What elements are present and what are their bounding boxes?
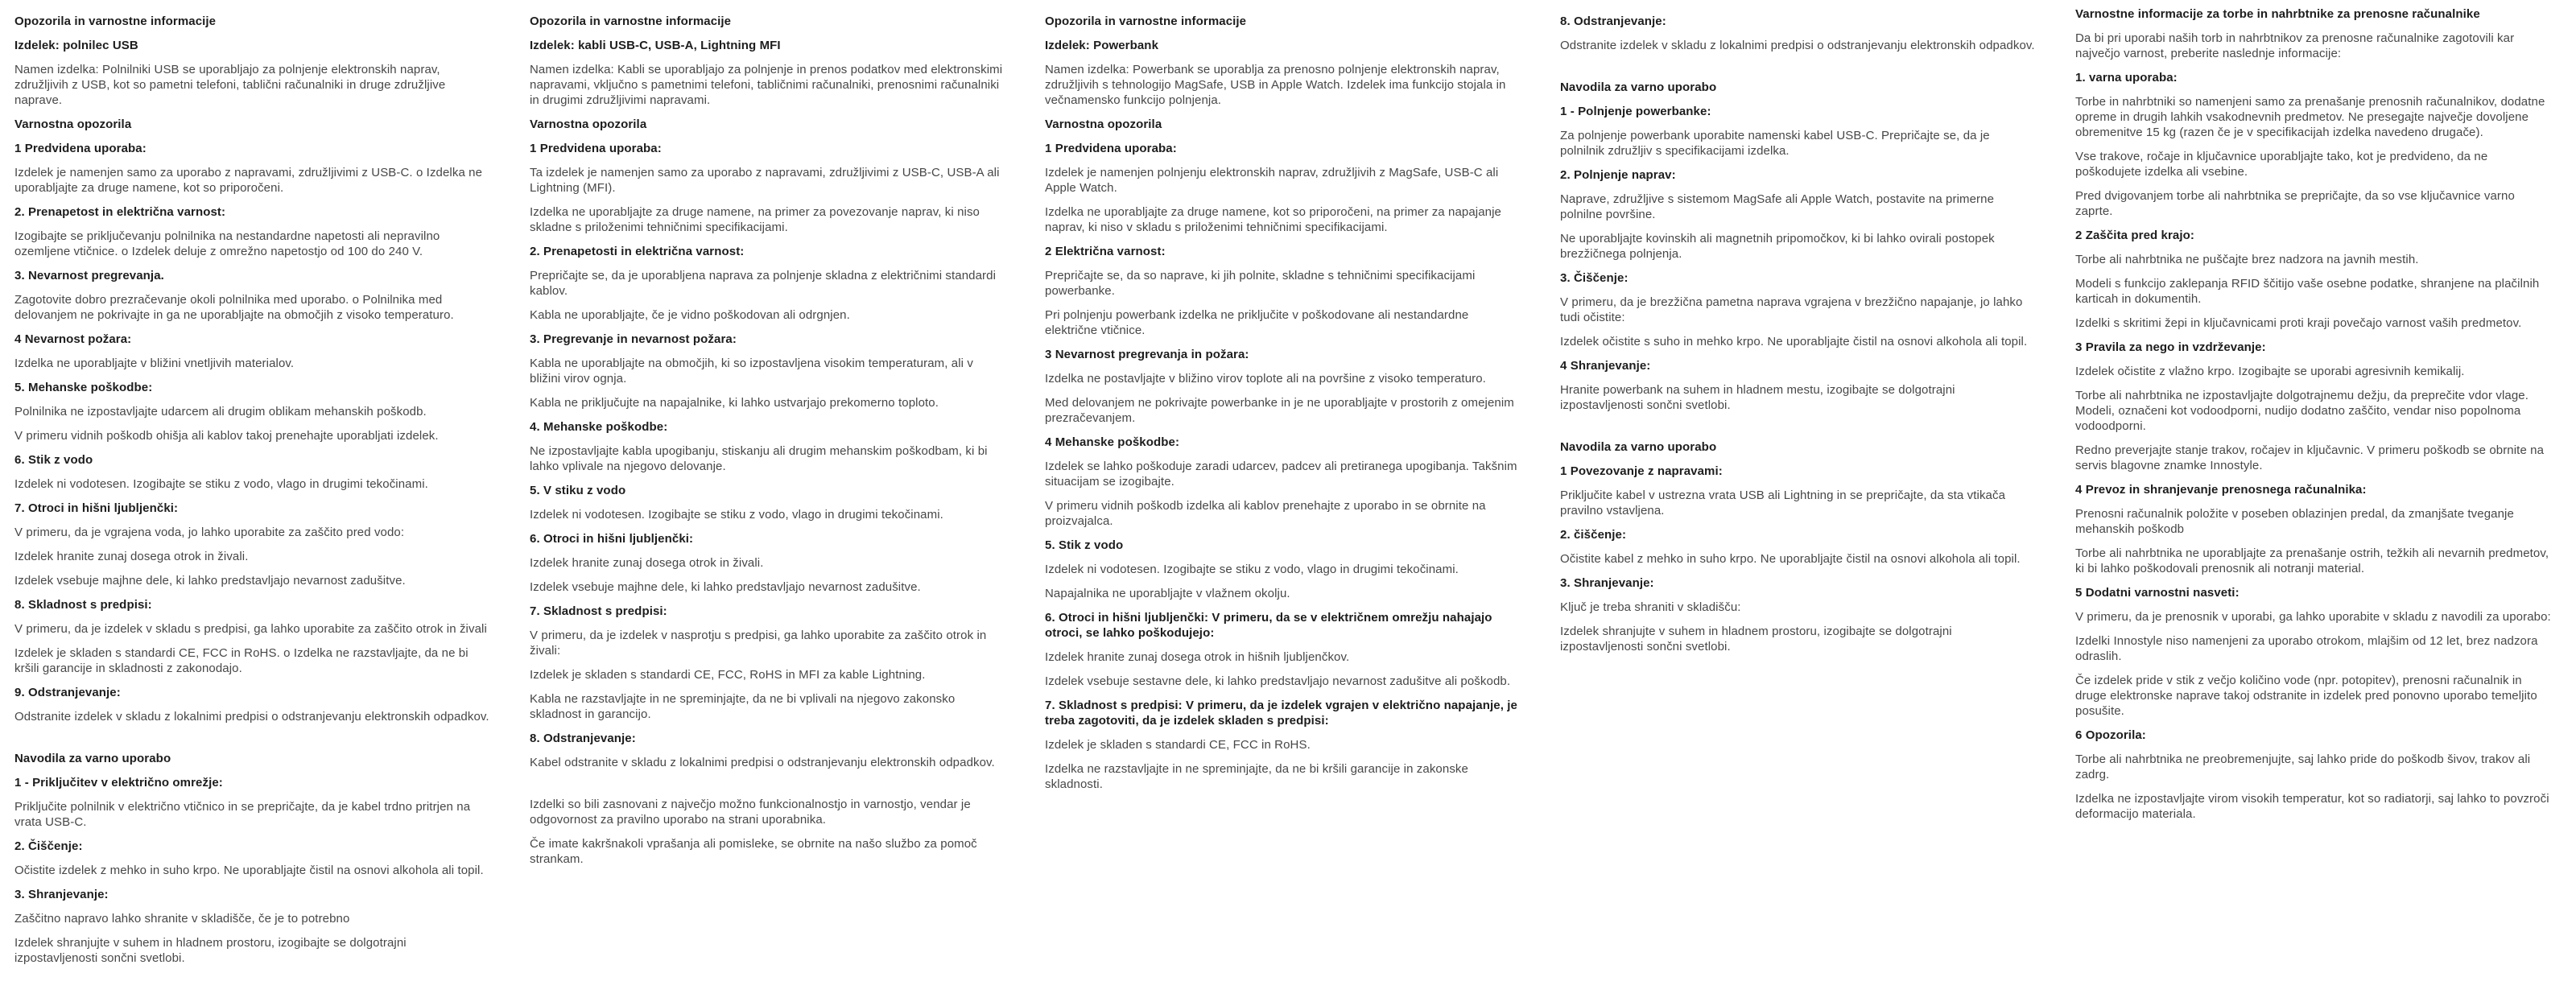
section-heading: Navodila za varno uporabo — [1560, 440, 1717, 454]
paragraph: Ta izdelek je namenjen samo za uporabo z napravami, združljivimi z USB-C, USB-A ali Lightning (MFI). — [530, 166, 1000, 195]
section-heading: 4 Prevoz in shranjevanje prenosnega računalnika: — [2075, 483, 2367, 497]
paragraph: Očistite kabel z mehko in suho krpo. Ne uporabljajte čistil na osnovi alkohola ali topil. — [1560, 552, 2021, 566]
section-heading: 3 Nevarnost pregrevanja in požara: — [1045, 348, 1249, 361]
paragraph: Priključite kabel v ustrezna vrata USB ali Lightning in se prepričajte, da sta vtikača pravilno vstavljena. — [1560, 489, 2006, 517]
section-heading: 2. Čiščenje: — [14, 839, 83, 853]
paragraph: Prepričajte se, da je uporabljena naprava za polnjenje skladna z električnimi standardi kablov. — [530, 269, 997, 298]
section-heading: 5. Stik z vodo — [1045, 538, 1124, 552]
section-heading: Opozorila in varnostne informacije — [14, 14, 217, 28]
section-heading: 6. Otroci in hišni ljubljenčki: V primeru, da se v električnem omrežju nahajajo otroci, se lahko poškodujejo: — [1045, 611, 1492, 640]
paragraph: V primeru, da je brezžična pametna naprava vgrajena v brezžično napajanje, jo lahko tudi očistite: — [1560, 295, 2023, 324]
paragraph: Izdelka ne uporabljajte za druge namene, kot so priporočeni, na primer za napajanje naprav, ki niso v skladu s priloženimi tehničnimi specifikacijami. — [1045, 205, 1501, 234]
paragraph: Izdelek ni vodotesen. Izogibajte se stiku z vodo, vlago in drugimi tekočinami. — [14, 477, 428, 491]
section-heading: 1 Povezovanje z napravami: — [1560, 464, 1723, 478]
section-heading: Opozorila in varnostne informacije — [1045, 14, 1247, 28]
paragraph: Vse trakove, ročaje in ključavnice uporabljajte tako, kot je predvideno, da ne poškodujete izdelka ali vsebine. — [2075, 150, 2488, 179]
section-heading: 1 Predvidena uporaba: — [1045, 142, 1177, 155]
section-heading: 3. Shranjevanje: — [14, 888, 109, 901]
column-laptop-bags — [2061, 0, 2576, 1006]
section-heading: 6. Stik z vodo — [14, 453, 93, 467]
paragraph: Izdelka ne razstavljajte in ne spreminjajte, da ne bi kršili garancije in zakonske skladnosti. — [1045, 762, 1468, 791]
paragraph: Napajalnika ne uporabljajte v vlažnem okolju. — [1045, 587, 1290, 600]
paragraph: Torbe in nahrbtniki so namenjeni samo za prenašanje prenosnih računalnikov, dodatne opreme in drugih lahkih vsakodnevnih predmetov. Ne presegajte največje dovoljene obremenitve 15 kg (razen če je v specifikacijah izdelka navedeno drugače). — [2075, 95, 2545, 139]
section-heading: 2. čiščenje: — [1560, 528, 1627, 542]
paragraph: Izdelek je skladen s standardi CE, FCC in RoHS. — [1045, 738, 1311, 752]
paragraph: Izdelek shranjujte v suhem in hladnem prostoru, izogibajte se dolgotrajni izpostavljenosti sončni svetlobi. — [1560, 625, 1952, 653]
column-usb-charger — [0, 0, 515, 1006]
paragraph: Izogibajte se priključevanju polnilnika na nestandardne napetosti ali nepravilno ozemljene vtičnice. o Izdelek deluje z omrežno napetostjo od 100 do 240 V. — [14, 229, 440, 258]
paragraph: Redno preverjajte stanje trakov, ročajev in ključavnic. V primeru poškodb se obrnite na servis blagovne znamke Innostyle. — [2075, 443, 2545, 472]
paragraph: Izdelki so bili zasnovani z največjo možno funkcionalnostjo in varnostjo, vendar je odgovornost za pravilno uporabo na strani uporabnika. — [530, 798, 971, 827]
section-heading: 1 - Priključitev v električno omrežje: — [14, 776, 223, 790]
paragraph: Izdelki s skritimi žepi in ključavnicami proti kraji povečajo varnost vaših predmetov. — [2075, 316, 2522, 330]
paragraph: Hranite powerbank na suhem in hladnem mestu, izogibajte se dolgotrajni izpostavljenosti sončni svetlobi. — [1560, 383, 1955, 412]
paragraph: Ključ je treba shraniti v skladišču: — [1560, 600, 1741, 614]
section-heading: Varnostne informacije za torbe in nahrbtnike za prenosne računalnike — [2075, 7, 2480, 21]
paragraph: Naprave, združljive s sistemom MagSafe ali Apple Watch, postavite na primerne polnilne površine. — [1560, 192, 1995, 221]
paragraph: Izdelki Innostyle niso namenjeni za uporabo otrokom, mlajšim od 12 let, brez nadzora odraslih. — [2075, 634, 2538, 663]
paragraph: Če izdelek pride v stik z večjo količino vode (npr. potopitev), prenosni računalnik in druge elektronske naprave takoj odstranite in izdelek pred ponovno uporabo temeljito posušite. — [2075, 674, 2537, 718]
paragraph: Kabel odstranite v skladu z lokalnimi predpisi o odstranjevanju elektronskih odpadkov. — [530, 756, 995, 769]
paragraph: Izdelek hranite zunaj dosega otrok in živali. — [14, 550, 249, 563]
paragraph: Med delovanjem ne pokrivajte powerbanke in je ne uporabljajte v prostorih z omejenim prezračevanjem. — [1045, 396, 1514, 425]
section-heading: 8. Odstranjevanje: — [530, 732, 636, 745]
section-heading: 7. Otroci in hišni ljubljenčki: — [14, 501, 179, 515]
section-heading: 5. Mehanske poškodbe: — [14, 381, 153, 394]
paragraph: Odstranite izdelek v skladu z lokalnimi predpisi o odstranjevanju elektronskih odpadkov. — [1560, 39, 2035, 52]
section-heading: 7. Skladnost s predpisi: — [530, 604, 667, 618]
section-heading: 1 - Polnjenje powerbanke: — [1560, 105, 1711, 118]
section-heading: 2. Prenapetosti in električna varnost: — [530, 245, 745, 258]
section-heading: 3 Pravila za nego in vzdrževanje: — [2075, 340, 2266, 354]
paragraph: V primeru vidnih poškodb izdelka ali kablov prenehajte z uporabo in se obrnite na proizvajalca. — [1045, 499, 1486, 528]
section-heading: 3. Čiščenje: — [1560, 271, 1629, 285]
paragraph: Izdelka ne izpostavljajte virom visokih temperatur, kot so radiatorji, saj lahko to povzroči deformacijo materiala. — [2075, 792, 2549, 821]
paragraph: Ne uporabljajte kovinskih ali magnetnih pripomočkov, ki bi lahko ovirali postopek brezžičnega polnjenja. — [1560, 232, 1995, 261]
section-heading: 6. Otroci in hišni ljubljenčki: — [530, 532, 694, 546]
paragraph: Izdelek se lahko poškoduje zaradi udarcev, padcev ali pretiranega upogibanja. Takšnim situacijam se izogibajte. — [1045, 460, 1517, 489]
section-heading: 2 Električna varnost: — [1045, 245, 1166, 258]
paragraph: Modeli s funkcijo zaklepanja RFID ščitijo vaše osebne podatke, shranjene na plačilnih karticah in dokumentih. — [2075, 277, 2540, 306]
paragraph: Izdelek ni vodotesen. Izogibajte se stiku z vodo, vlago in drugimi tekočinami. — [1045, 563, 1459, 576]
section-heading: 8. Odstranjevanje: — [1560, 14, 1666, 28]
paragraph: Izdelek je namenjen samo za uporabo z napravami, združljivimi z USB-C. o Izdelka ne uporabljajte za druge namene, kot so priporočeni. — [14, 166, 483, 195]
paragraph: Odstranite izdelek v skladu z lokalnimi predpisi o odstranjevanju elektronskih odpadkov. — [14, 710, 489, 724]
paragraph: V primeru, da je vgrajena voda, jo lahko uporabite za zaščito pred vodo: — [14, 526, 405, 539]
paragraph: Izdelek ni vodotesen. Izogibajte se stiku z vodo, vlago in drugimi tekočinami. — [530, 508, 943, 522]
section-heading: Navodila za varno uporabo — [1560, 80, 1717, 94]
section-heading: Opozorila in varnostne informacije — [530, 14, 732, 28]
section-heading: Navodila za varno uporabo — [14, 752, 171, 765]
section-heading: 2. Polnjenje naprav: — [1560, 168, 1676, 182]
paragraph: Izdelka ne uporabljajte za druge namene, na primer za povezovanje naprav, ki niso skladne s priloženimi tehničnimi specifikacijami. — [530, 205, 980, 234]
section-heading: 5 Dodatni varnostni nasveti: — [2075, 586, 2240, 600]
paragraph: Ne izpostavljajte kabla upogibanju, stiskanju ali drugim mehanskim poškodbam, ki bi lahko vplivale na njegovo delovanje. — [530, 444, 988, 473]
section-heading: Izdelek: polnilec USB — [14, 39, 138, 52]
paragraph: Da bi pri uporabi naših torb in nahrbtnikov za prenosne računalnike zagotovili kar največjo varnost, preberite naslednje informacije: — [2075, 31, 2515, 60]
section-heading: 7. Skladnost s predpisi: V primeru, da je izdelek vgrajen v električno napajanje, je treba zagotoviti, da je izdelek skladen s predpisi: — [1045, 699, 1517, 728]
paragraph: V primeru, da je izdelek v skladu s predpisi, ga lahko uporabite za zaščito otrok in živali — [14, 622, 487, 636]
section-heading: Izdelek: Powerbank — [1045, 39, 1159, 52]
section-heading: 4. Mehanske poškodbe: — [530, 420, 668, 434]
paragraph: Priključite polnilnik v električno vtičnico in se prepričajte, da je kabel trdno pritrjen na vrata USB-C. — [14, 800, 471, 829]
section-heading: 8. Skladnost s predpisi: — [14, 598, 152, 612]
paragraph: Očistite izdelek z mehko in suho krpo. Ne uporabljajte čistil na osnovi alkohola ali topil. — [14, 864, 484, 877]
paragraph: Izdelek vsebuje majhne dele, ki lahko predstavljajo nevarnost zadušitve. — [530, 580, 921, 594]
paragraph: Izdelek očistite s suho in mehko krpo. Ne uporabljajte čistil na osnovi alkohola ali topil. — [1560, 335, 2028, 348]
section-heading: Varnostna opozorila — [530, 118, 647, 131]
paragraph: Namen izdelka: Polnilniki USB se uporabljajo za polnjenje elektronskih naprav, združljivih z USB, kot so pametni telefoni, tablični računalniki in druge združljive naprave. — [14, 63, 446, 107]
section-heading: 3. Nevarnost pregrevanja. — [14, 269, 164, 282]
paragraph: Torbe ali nahrbtnika ne puščajte brez nadzora na javnih mestih. — [2075, 253, 2419, 266]
paragraph: Torbe ali nahrbtnika ne uporabljajte za prenašanje ostrih, težkih ali nevarnih predmetov, ki bi lahko poškodovali prenosnik ali notranji material. — [2075, 546, 2549, 575]
paragraph: Izdelek očistite z vlažno krpo. Izogibajte se uporabi agresivnih kemikalij. — [2075, 365, 2465, 378]
paragraph: Kabla ne razstavljajte in ne spreminjajte, da ne bi vplivali na njegovo zakonsko skladnost in garancijo. — [530, 692, 956, 721]
paragraph: Kabla ne uporabljajte na območjih, ki so izpostavljena visokim temperaturam, ali v bližini virov ognja. — [530, 357, 973, 385]
paragraph: Izdelek je skladen s standardi CE, FCC, RoHS in MFI za kable Lightning. — [530, 668, 926, 682]
paragraph: Prepričajte se, da so naprave, ki jih polnite, skladne s tehničnimi specifikacijami powerbanke. — [1045, 269, 1476, 298]
paragraph: Polnilnika ne izpostavljajte udarcem ali drugim oblikam mehanskih poškodb. — [14, 405, 427, 418]
section-heading: 1 Predvidena uporaba: — [530, 142, 662, 155]
paragraph: Izdelek hranite zunaj dosega otrok in hišnih ljubljenčkov. — [1045, 650, 1350, 664]
section-heading: 6 Opozorila: — [2075, 728, 2146, 742]
paragraph: V primeru, da je prenosnik v uporabi, ga lahko uporabite v skladu z navodili za uporabo: — [2075, 610, 2551, 624]
paragraph: V primeru vidnih poškodb ohišja ali kablov takoj prenehajte uporabljati izdelek. — [14, 429, 439, 443]
paragraph: V primeru, da je izdelek v nasprotju s predpisi, ga lahko uporabite za zaščito otrok in živali: — [530, 629, 987, 658]
section-heading: 5. V stiku z vodo — [530, 484, 626, 497]
paragraph: Če imate kakršnakoli vprašanja ali pomisleke, se obrnite na našo službo za pomoč strankam. — [530, 837, 977, 866]
paragraph: Zagotovite dobro prezračevanje okoli polnilnika med uporabo. o Polnilnika med delovanjem ne pokrivajte in ga ne uporabljajte na območjih z visoko temperaturo. — [14, 293, 454, 322]
paragraph: Kabla ne uporabljajte, če je vidno poškodovan ali odrgnjen. — [530, 308, 850, 322]
section-heading: 1 Predvidena uporaba: — [14, 142, 147, 155]
paragraph: Izdelek je namenjen polnjenju elektronskih naprav, združljivih z MagSafe, USB-C ali Apple Watch. — [1045, 166, 1499, 195]
section-heading: Varnostna opozorila — [1045, 118, 1162, 131]
section-heading: 4 Shranjevanje: — [1560, 359, 1651, 373]
paragraph: Torbe ali nahrbtnika ne izpostavljajte dolgotrajnemu dežju, da preprečite vdor vlage. Modeli, označeni kot vodoodporni, nudijo dodatno zaščito, vendar niso popolnoma vodoodporni. — [2075, 389, 2529, 433]
paragraph: Zaščitno napravo lahko shranite v skladišče, če je to potrebno — [14, 912, 350, 926]
section-heading: 9. Odstranjevanje: — [14, 686, 121, 699]
paragraph: Torbe ali nahrbtnika ne preobremenjujte, saj lahko pride do poškodb šivov, trakov ali zadrg. — [2075, 752, 2531, 781]
paragraph: Namen izdelka: Powerbank se uporablja za prenosno polnjenje elektronskih naprav, združljivih s tehnologijo MagSafe, USB in Apple Watch. Izdelek ima funkcijo stojala in večnamensko funkcijo polnjenja. — [1045, 63, 1506, 107]
section-heading: Varnostna opozorila — [14, 118, 132, 131]
paragraph: Namen izdelka: Kabli se uporabljajo za polnjenje in prenos podatkov med elektronskimi napravami, vključno s pametnimi telefoni, tabličnimi računalniki, prenosnimi računalniki in drugimi združljivimi napravami. — [530, 63, 1003, 107]
section-heading: 4 Nevarnost požara: — [14, 332, 132, 346]
paragraph: Pri polnjenju powerbank izdelka ne priključite v poškodovane ali nestandardne električne vtičnice. — [1045, 308, 1469, 337]
column-powerbank — [1030, 0, 1546, 1006]
section-heading: 2. Prenapetost in električna varnost: — [14, 205, 226, 219]
paragraph: Izdelek vsebuje majhne dele, ki lahko predstavljajo nevarnost zadušitve. — [14, 574, 406, 588]
paragraph: Kabla ne priključujte na napajalnike, ki lahko ustvarjajo prekomerno toploto. — [530, 396, 939, 410]
section-heading: 3. Pregrevanje in nevarnost požara: — [530, 332, 737, 346]
paragraph: Prenosni računalnik položite v poseben oblazinjen predal, da zmanjšate tveganje mehanskih poškodb — [2075, 507, 2514, 536]
paragraph: Izdelek je skladen s standardi CE, FCC in RoHS. o Izdelka ne razstavljajte, da ne bi kršili garancije in skladnosti z zakonodajo. — [14, 646, 469, 675]
paragraph: Za polnjenje powerbank uporabite namenski kabel USB-C. Prepričajte se, da je polnilnik združljiv s specifikacijami izdelka. — [1560, 129, 1990, 158]
column-cables — [515, 0, 1030, 1006]
paragraph: Izdelek vsebuje sestavne dele, ki lahko predstavljajo nevarnost zadušitve ali poškodb. — [1045, 674, 1511, 688]
paragraph: Izdelka ne uporabljajte v bližini vnetljivih materialov. — [14, 357, 295, 370]
section-heading: 3. Shranjevanje: — [1560, 576, 1654, 590]
column-usage-instructions — [1546, 0, 2061, 1006]
section-heading: 1. varna uporaba: — [2075, 71, 2178, 85]
section-heading: Izdelek: kabli USB-C, USB-A, Lightning MFI — [530, 39, 781, 52]
section-heading: 2 Zaščita pred krajo: — [2075, 229, 2194, 242]
paragraph: Pred dvigovanjem torbe ali nahrbtnika se prepričajte, da so vse ključavnice varno zaprte. — [2075, 189, 2515, 218]
section-heading: 4 Mehanske poškodbe: — [1045, 435, 1180, 449]
paragraph: Izdelek hranite zunaj dosega otrok in živali. — [530, 556, 764, 570]
paragraph: Izdelka ne postavljajte v bližino virov toplote ali na površine z visoko temperaturo. — [1045, 372, 1486, 385]
paragraph: Izdelek shranjujte v suhem in hladnem prostoru, izogibajte se dolgotrajni izpostavljenosti sončni svetlobi. — [14, 936, 407, 965]
